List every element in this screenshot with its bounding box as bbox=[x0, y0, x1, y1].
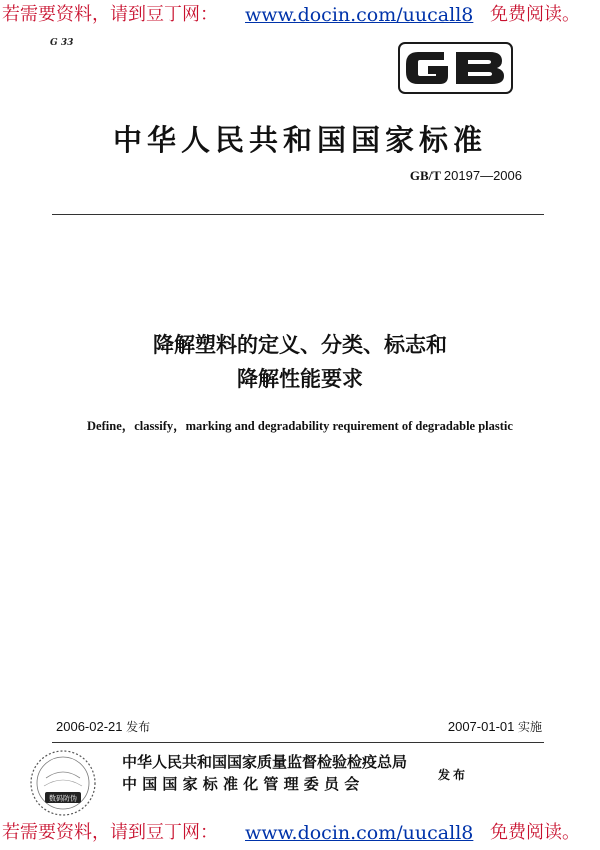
document-title-cn bbox=[0, 328, 600, 396]
anti-counterfeit-seal bbox=[28, 748, 98, 818]
banner-prefix: 若需要资料，请到豆丁网： bbox=[2, 4, 218, 25]
banner-link[interactable]: www.docin.com/uucall8 bbox=[245, 4, 474, 26]
top-banner bbox=[0, 0, 600, 30]
issuing-organizations bbox=[122, 751, 407, 795]
effective-date-value: 2007-01-01 bbox=[447, 719, 515, 734]
standard-type-heading: 中华人民共和国国家标准 bbox=[112, 123, 487, 157]
classification-code: G 33 bbox=[50, 38, 74, 48]
bottom-banner bbox=[0, 818, 600, 848]
effective-date-label: 实施 bbox=[517, 720, 542, 734]
issue-date bbox=[56, 718, 150, 735]
standard-prefix: GB/T bbox=[409, 168, 444, 183]
gb-logo bbox=[398, 42, 513, 94]
banner-suffix: 免费阅读。 bbox=[490, 822, 580, 843]
issuer-aqsiq: 中华人民共和国国家质量监督检验检疫总局 bbox=[122, 753, 408, 771]
standard-number-value: 20197—2006 bbox=[443, 168, 522, 183]
issue-date-label: 发布 bbox=[126, 720, 151, 734]
banner-link[interactable]: www.docin.com/uucall8 bbox=[245, 822, 474, 844]
document-title-line-2: 降解性能要求 bbox=[237, 367, 363, 391]
issuer-sac: 中国国家标准化管理委员会 bbox=[122, 775, 365, 793]
effective-date bbox=[448, 718, 542, 735]
top-divider bbox=[52, 214, 544, 215]
banner-suffix: 免费阅读。 bbox=[490, 4, 580, 25]
banner-prefix: 若需要资料，请到豆丁网： bbox=[2, 822, 218, 843]
publish-label: 发布 bbox=[438, 768, 469, 782]
seal-label: 数码防伪 bbox=[49, 794, 77, 803]
issue-date-value: 2006-02-21 bbox=[56, 719, 123, 734]
bottom-divider bbox=[52, 742, 544, 743]
document-title-en: Define，classify，marking and degradability requirement of degradable plastic bbox=[87, 419, 513, 433]
standard-number bbox=[410, 168, 522, 184]
document-title-line-1: 降解塑料的定义、分类、标志和 bbox=[153, 333, 447, 357]
